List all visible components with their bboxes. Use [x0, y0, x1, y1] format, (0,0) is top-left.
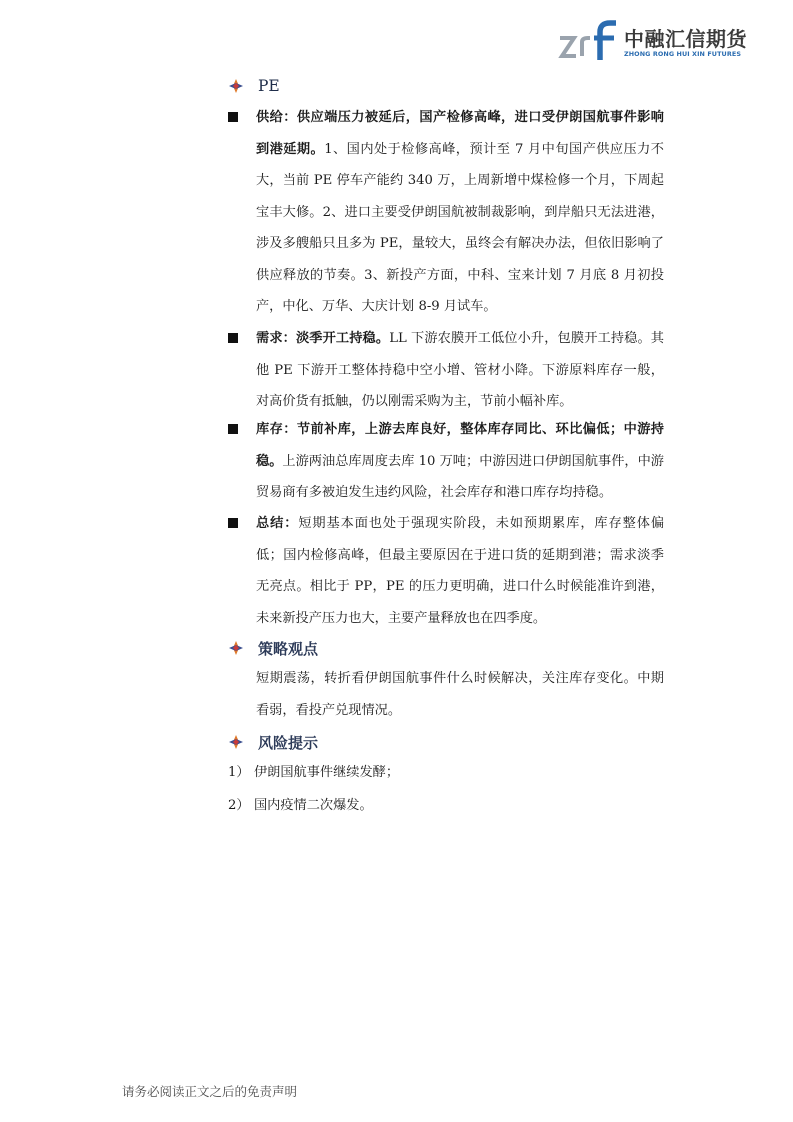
summary-body: 短期基本面也处于强现实阶段，未如预期累库，库存整体偏低；国内检修高峰，但最主要原因在于进口货的延期到港；需求淡季无亮点。相比于 PP，PE 的压力更明确，进口什么时候能准许到港，未来新投产压力也大，主要产量释放也在四季度。: [256, 516, 665, 626]
demand-lead: 需求：淡季开工持稳。: [256, 331, 390, 346]
inventory-lead: 库存：节前补库，上游去库良好，整体库存同比、环比偏低；中游持稳。: [256, 422, 664, 469]
risk-item: [228, 796, 373, 816]
square-bullet-icon: [228, 424, 238, 434]
risk-item-number: 1）: [228, 765, 250, 780]
strategy-paragraph: 短期震荡，转折看伊朗国航事件什么时候解决，关注库存变化。中期看弱，看投产兑现情况。: [256, 671, 664, 718]
summary-paragraph: [256, 508, 664, 634]
supply-body: 1、国内处于检修高峰，预计至 7 月中旬国产供应压力不大，当前 PE 停车产能约 340 万，上周新增中煤检修一个月，下周起宝丰大修。2、进口主要受伊朗国航被制裁影响，到岸船只无法进港，涉及多艘船只且多为 PE，量较大，虽终会有解决办法，但依旧影响了供应释放的节奏。3、新投产方面，中科、宝来计划 7 月底 8 月初投产，中化、万华、大庆计划 8-9 月试车。: [256, 141, 664, 314]
section-heading-risk: [228, 730, 318, 754]
footer-disclaimer: 请务必阅读正文之后的免责声明: [122, 1084, 298, 1099]
zrf-logo-mark-icon: [558, 20, 620, 62]
risk-item-number: 2）: [228, 798, 250, 813]
risk-item-text: 国内疫情二次爆发。: [254, 798, 373, 813]
inventory-paragraph: [256, 414, 664, 509]
section-heading-strategy: [228, 636, 318, 660]
risk-item-text: 伊朗国航事件继续发酵；: [254, 765, 400, 780]
inventory-body: 上游两油总库周度去库 10 万吨；中游因进口伊朗国航事件，中游贸易商有多被迫发生违约风险，社会库存和港口库存均持稳。: [256, 453, 664, 500]
company-logo: [558, 16, 758, 64]
square-bullet-icon: [228, 112, 238, 122]
demand-body: LL 下游农膜开工低位小升，包膜开工持稳。其他 PE 下游开工整体持稳中空小增、管材小降。下游原料库存一般，对高价货有抵触，仍以刚需采购为主，节前小幅补库。: [256, 331, 664, 409]
diamond-bullet-icon: [228, 78, 244, 94]
square-bullet-icon: [228, 518, 238, 528]
section-title: PE: [258, 77, 280, 95]
supply-lead: 供给：供应端压力被延后，国产检修高峰，进口受伊朗国航事件影响到港延期。: [256, 110, 664, 157]
logo-chinese-name: 中融汇信期货: [624, 27, 747, 51]
section-heading-pe: [228, 74, 280, 98]
diamond-bullet-icon: [228, 734, 244, 750]
supply-paragraph: [256, 102, 664, 323]
summary-lead: 总结：: [256, 516, 299, 531]
logo-english-name: ZHONG RONG HUI XIN FUTURES: [624, 50, 742, 58]
section-title: 风险提示: [258, 733, 319, 752]
risk-item: [228, 763, 399, 783]
diamond-bullet-icon: [228, 640, 244, 656]
section-title: 策略观点: [258, 639, 319, 658]
demand-paragraph: [256, 323, 664, 418]
square-bullet-icon: [228, 333, 238, 343]
